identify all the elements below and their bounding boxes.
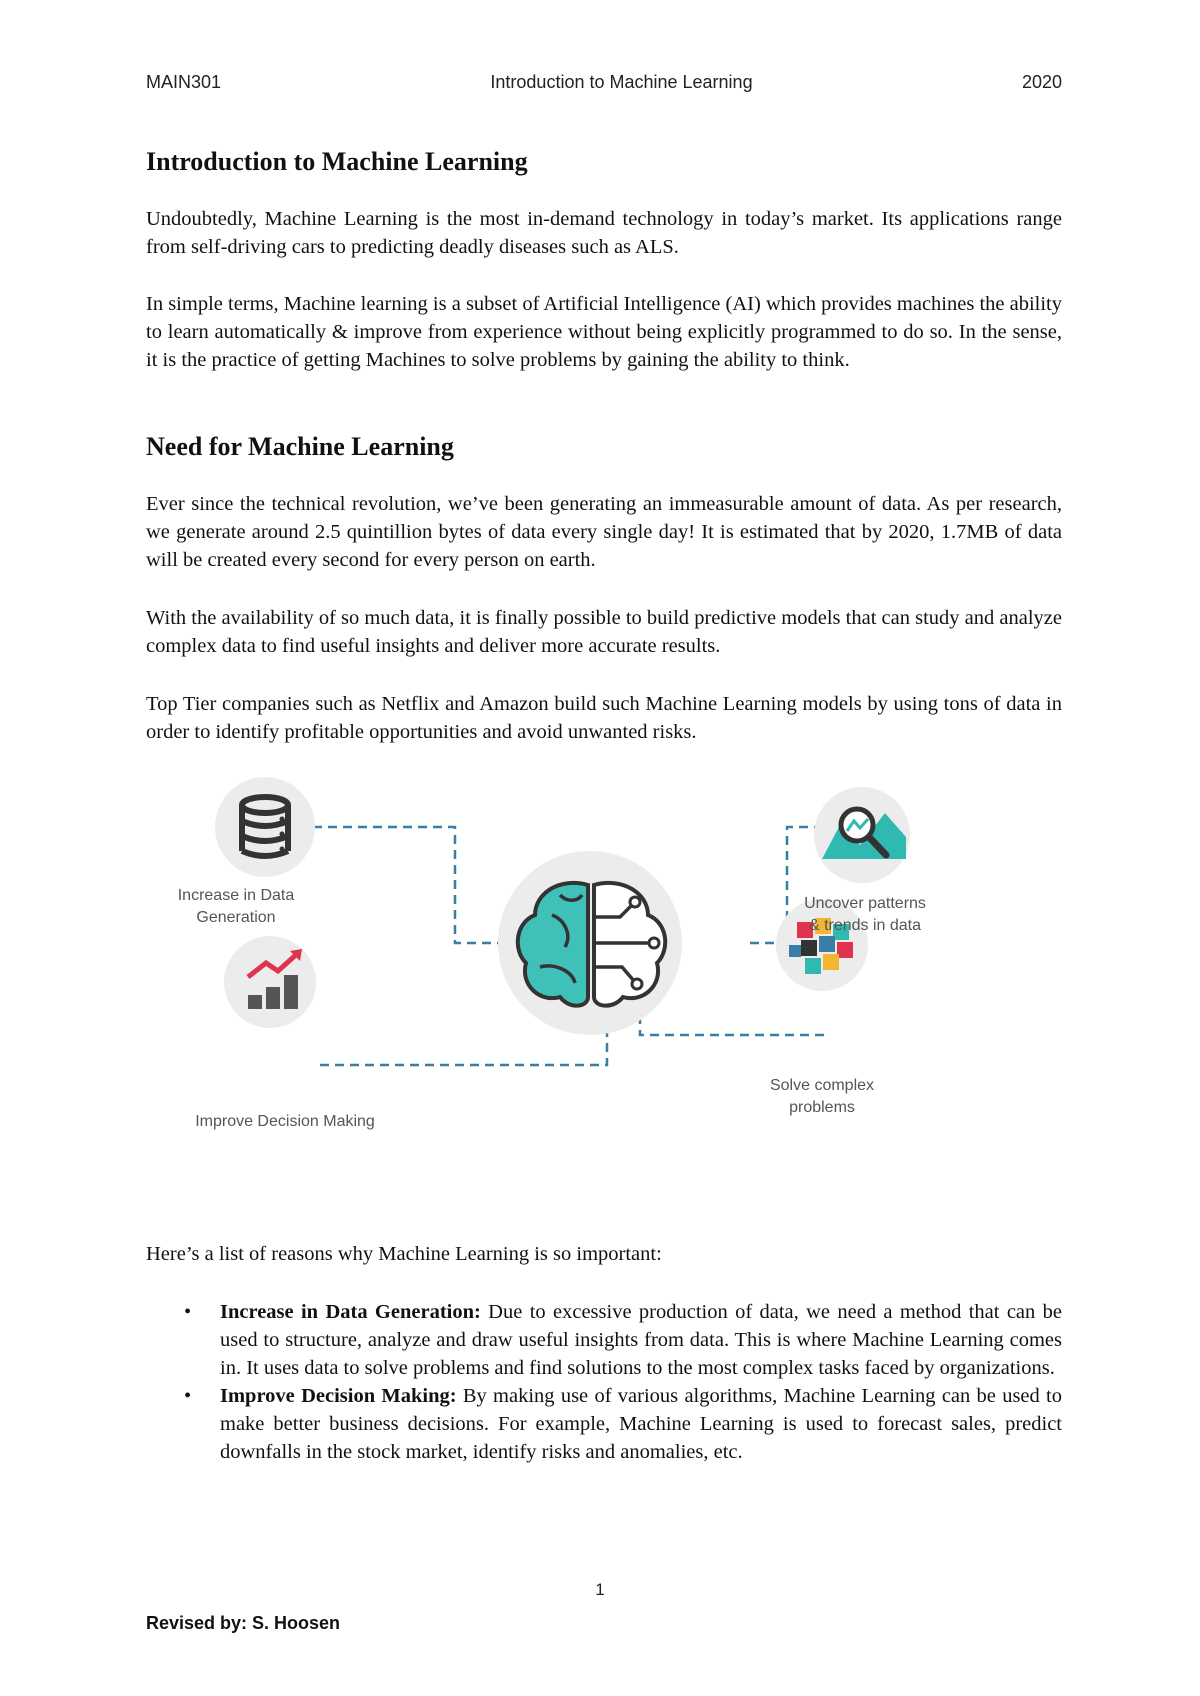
course-code: MAIN301 xyxy=(146,72,222,92)
course-title: Introduction to Machine Learning xyxy=(490,72,753,92)
paragraph: With the availability of so much data, it is finally possible to build predictive models that can study and analyze complex data to find useful insights and deliver more accurate results. xyxy=(146,607,1062,657)
ml-importance-diagram xyxy=(177,775,1000,1155)
decision-icon-circle xyxy=(224,936,316,1028)
year: 2020 xyxy=(1021,72,1062,92)
paragraph: In simple terms, Machine learning is a subset of Artificial Intelligence (AI) which provides machines the ability to learn automatically & improve from experience without being explicitly programmed to do so. In the sense, it is the practice of getting Machines to solve problems by gaining the ability to think. xyxy=(146,293,1062,371)
connector-data xyxy=(298,827,530,943)
page-number: 1 xyxy=(595,1580,605,1599)
paragraph: Undoubtedly, Machine Learning is the most in-demand technology in today’s market. Its applications range from self-driving cars to predicting deadly diseases such as ALS. xyxy=(146,208,1062,258)
reason-term: Increase in Data Generation: xyxy=(220,1301,481,1323)
section-title-need: Need for Machine Learning xyxy=(146,432,454,461)
label-solve-complex: Solve complex problems xyxy=(769,1077,875,1116)
paragraph: Ever since the technical revolution, we’ve been generating an immeasurable amount of data. As per research, we generate around 2.5 quintillion bytes of data every single day! It is estimated that by 2020, 1.7MB of data will be created every second for every person on earth. xyxy=(146,493,1062,571)
paragraph: Top Tier companies such as Netflix and Amazon build such Machine Learning models by using tons of data in order to identify profitable opportunities and avoid unwanted risks. xyxy=(146,693,1062,743)
list-item xyxy=(146,1382,1062,1466)
list-item xyxy=(146,1298,1062,1382)
reason-text: Due to excessive production of data, we need a method that can be used to structure, analyze and draw useful insights from data. This is where Machine Learning comes in. It uses data to solve problems and find solutions to the most complex tasks faced by organizations. xyxy=(220,1301,1062,1379)
list-intro: Here’s a list of reasons why Machine Learning is so important: xyxy=(146,1243,662,1265)
reasons-list xyxy=(146,1298,1062,1466)
label-uncover-patterns: Uncover patterns & trends in data xyxy=(804,895,926,934)
reason-text: By making use of various algorithms, Machine Learning can be used to make better business decisions. For example, Machine Learning is used to forecast sales, predict downfalls in the stock market, identify risks and anomalies, etc. xyxy=(220,1385,1062,1463)
connector-complex xyxy=(640,1015,830,1035)
reason-term: Improve Decision Making: xyxy=(220,1385,457,1407)
label-improve-decision: Improve Decision Making xyxy=(195,1113,375,1130)
bullet: • xyxy=(184,1385,192,1407)
revised-by: Revised by: S. Hoosen xyxy=(146,1613,341,1633)
section-title-intro: Introduction to Machine Learning xyxy=(146,147,528,176)
label-data-generation: Increase in Data Generation xyxy=(177,887,295,926)
page-header xyxy=(146,72,1062,93)
bullet: • xyxy=(184,1301,192,1323)
